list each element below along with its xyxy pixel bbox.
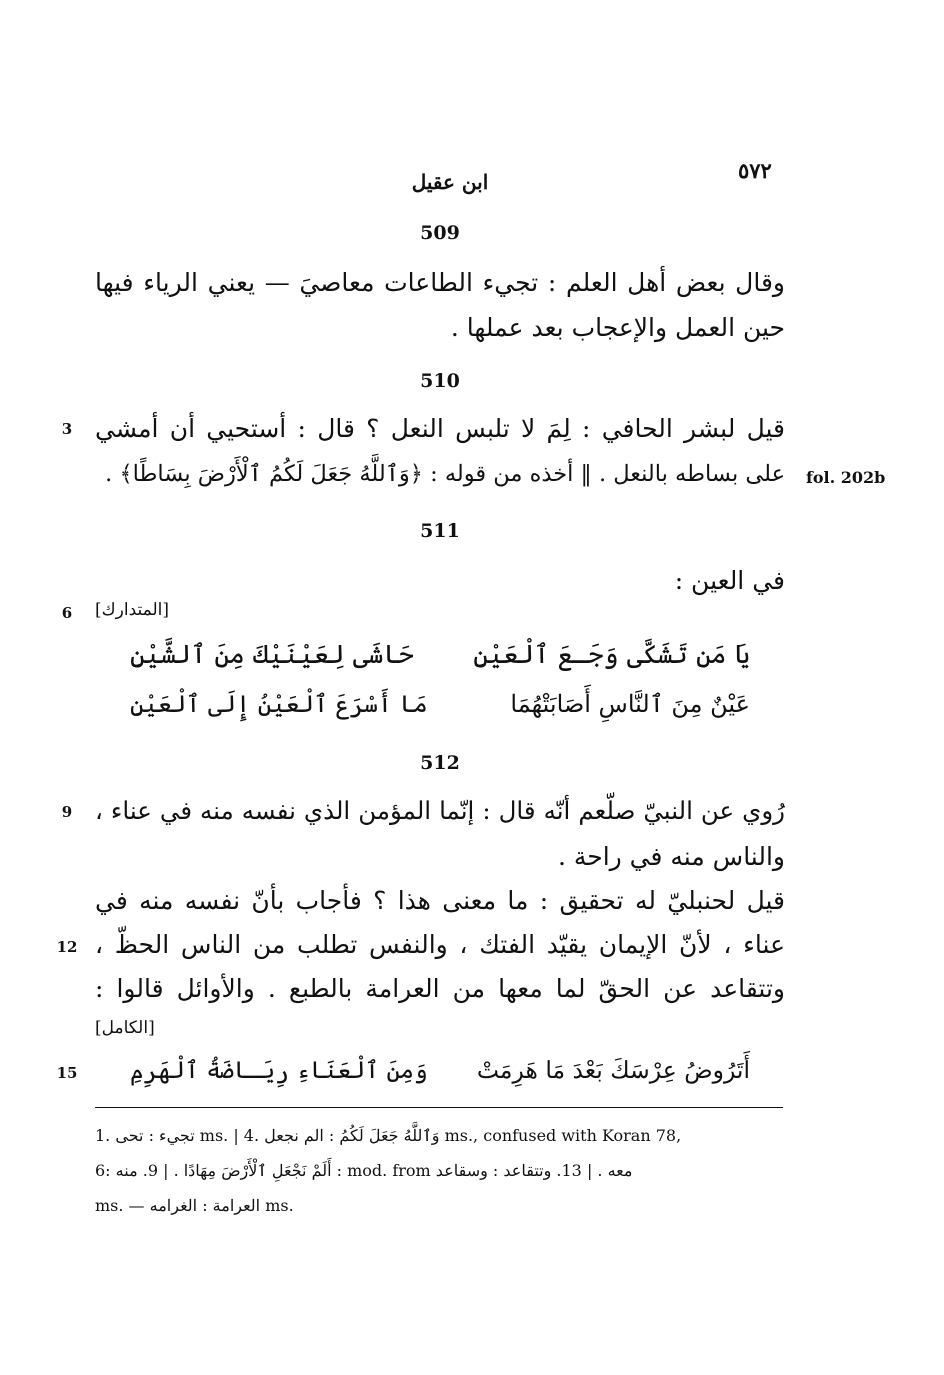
verse-line — [130, 1056, 750, 1100]
verse-line — [130, 640, 750, 684]
section-number: 511 — [420, 520, 460, 542]
line-number: 12 — [56, 938, 78, 956]
text-line: عناء ، لأنّ الإيمان يقيّد الفتك ، والنفس تطلب من الناس الحظّ ، — [95, 930, 785, 959]
text-line: وقال بعض أهل العلم : تجيء الطاعات معاصيَ — يعني الرياء فيها — [95, 268, 785, 297]
text-line: قيل لبشر الحافي : لِمَ لا تلبس النعل ؟ قال : أستحيي أن أمشي — [95, 414, 785, 443]
running-head: ابن عقيل — [411, 170, 489, 194]
section-number: 509 — [420, 222, 460, 244]
text-line: قيل لحنبليّ له تحقيق : ما معنى هذا ؟ فأجاب بأنّ نفسه منه في — [95, 886, 785, 915]
footnote-rule — [95, 1107, 783, 1108]
meter-label: [الكامل] — [95, 1018, 155, 1038]
line-number: 6 — [61, 604, 73, 622]
text-line: وتتقاعد عن الحقّ لما معها من العرامة بالطبع . والأوائل قالوا : — [95, 974, 785, 1003]
verse-second-hemistich: وَمِنَ ٱلْعَنَاءِ رِيَـاضَةُ ٱلْهَرِمِ — [130, 1056, 428, 1084]
text-line: على بساطه بالنعل . ‖ أخذه من قوله : ﴿وَٱللَّهُ جَعَلَ لَكُمُ ٱلْأَرْضَ بِسَاطًا﴾ . — [105, 461, 785, 487]
verse-second-hemistich: مَا أَسْرَعَ ٱلْعَيْنُ إِلَى ٱلْعَيْنِ — [130, 690, 428, 718]
manuscript-folio-ref: fol. 202b — [806, 468, 886, 487]
verse-line — [130, 690, 750, 734]
section-number: 510 — [420, 370, 460, 392]
footnote-line: 6: أَلَمْ نَجْعَلِ ٱلْأَرْضَ مِهَادًا . | 9. منه : mod. from معه . | 13. وتتقاعد : وسقاعد — [95, 1161, 633, 1180]
text-line: في العين : — [674, 566, 785, 595]
line-number: 9 — [61, 803, 73, 821]
line-number: 3 — [61, 420, 73, 438]
verse-second-hemistich: حَاشَى لِعَيْنَيْكَ مِنَ ٱلشَّيْنِ — [130, 640, 414, 670]
footnote-line: 1. تجيء : تحى ms. | 4. وَٱللَّهُ جَعَلَ لَكُمُ : الم نجعل ms., confused with Koran 78, — [95, 1126, 682, 1145]
text-line: والناس منه في راحة . — [557, 842, 785, 871]
text-line: رُوي عن النبيّ صلّعم أنّه قال : إنّما المؤمن الذي نفسه منه في عناء ، — [95, 796, 785, 825]
page-number: ٥٧٢ — [738, 158, 772, 183]
verse-first-hemistich: أَتَرُوضُ عِرْسَكَ بَعْدَ مَا هَرِمَتْ — [476, 1056, 750, 1084]
meter-label: [المتدارك] — [95, 600, 169, 620]
line-number: 15 — [56, 1064, 78, 1082]
verse-first-hemistich: عَيْنٌ مِنَ ٱلنَّاسِ أَصَابَتْهُمَا — [510, 690, 750, 718]
section-number: 512 — [420, 752, 460, 774]
verse-first-hemistich: يَا مَن تَشَكَّى وَجَـعَ ٱلْعَيْنِ — [473, 640, 750, 670]
text-line: حين العمل والإعجاب بعد عملها . — [450, 313, 785, 342]
footnote-line: ms. — العرامة : الغرامه ms. — [95, 1196, 294, 1215]
